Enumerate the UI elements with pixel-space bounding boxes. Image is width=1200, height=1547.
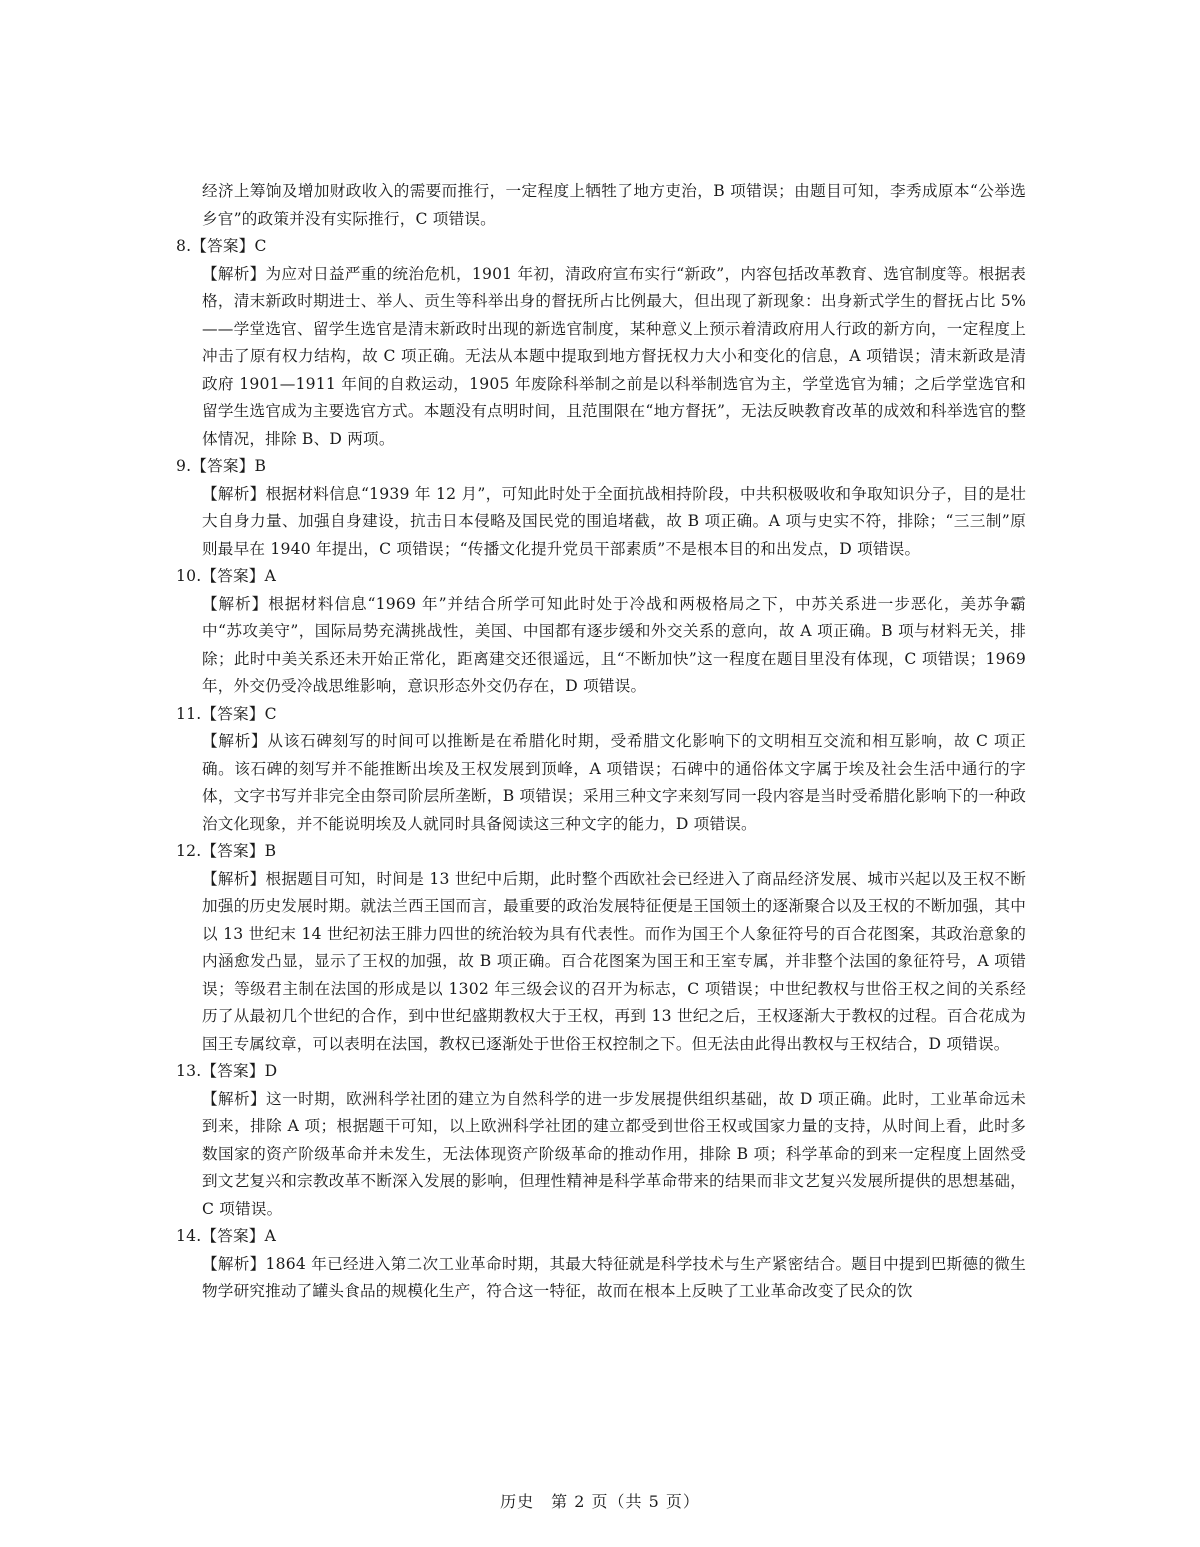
explanation-paragraph: 【解析】根据材料信息“1939 年 12 月”，可知此时处于全面抗战相持阶段，中共积极吸收和争取知识分子，目的是壮大自身力量、加强自身建设，抗击日本侵略及国民党的围追堵截，故 B 项正确。A 项与史实不符，排除；“三三制”原则最早在 1940 年提出，C 项错误；“传播文化提升党员干部素质”不是根本目的和出发点，D 项错误。 bbox=[202, 484, 1026, 558]
explanation-paragraph: 【解析】根据材料信息“1969 年”并结合所学可知此时处于冷战和两极格局之下，中苏关系进一步恶化，美苏争霸中“苏攻美守”，国际局势充满挑战性，美国、中国都有逐步缓和外交关系的意向，故 A 项正确。B 项与材料无关，排除；此时中美关系还未开始正常化，距离建交还很遥远，且“不断加快”这一程度在题目里没有体现，C 项错误；1969 年，外交仍受冷战思维影响，意识形态外交仍存在，D 项错误。 bbox=[202, 594, 1026, 695]
answer-heading: 9.【答案】B bbox=[176, 457, 267, 475]
answer-heading: 14.【答案】A bbox=[176, 1227, 277, 1245]
explanation-paragraph: 【解析】1864 年已经进入第二次工业革命时期，其最大特征就是科学技术与生产紧密结合。题目中提到巴斯德的微生物学研究推动了罐头食品的规模化生产，符合这一特征，故而在根本上反映了工业革命改变了民众的饮 bbox=[202, 1254, 1026, 1300]
answer-heading: 13.【答案】D bbox=[176, 1062, 278, 1080]
answer-heading: 10.【答案】A bbox=[176, 567, 277, 585]
explanation-paragraph: 【解析】从该石碑刻写的时间可以推断是在希腊化时期，受希腊文化影响下的文明相互交流和相互影响，故 C 项正确。该石碑的刻写并不能推断出埃及王权发展到顶峰，A 项错误；石碑中的通俗体文字属于埃及社会生活中通行的字体，文字书写并非完全由祭司阶层所垄断，B 项错误；采用三种文字来刻写同一段内容是当时受希腊化影响下的一种政治文化现象，并不能说明埃及人就同时具备阅读这三种文字的能力，D 项错误。 bbox=[202, 732, 1026, 833]
explanation-paragraph: 【解析】这一时期，欧洲科学社团的建立为自然科学的进一步发展提供组织基础，故 D 项正确。此时，工业革命远未到来，排除 A 项；根据题干可知，以上欧洲科学社团的建立都受到世俗王权或国家力量的支持，从时间上看，此时多数国家的资产阶级革命并未发生，无法体现资产阶级革命的推动作用，排除 B 项；科学革命的到来一定程度上固然受到文艺复兴和宗教改革不断深入发展的影响，但理性精神是科学革命带来的结果而非文艺复兴发展所提供的思想基础，C 项错误。 bbox=[202, 1089, 1026, 1218]
document-body bbox=[176, 178, 1026, 1306]
page-footer: 历史 第 2 页（共 5 页） bbox=[500, 1492, 700, 1511]
answer-heading: 11.【答案】C bbox=[176, 704, 277, 723]
explanation-paragraph: 【解析】为应对日益严重的统治危机，1901 年初，清政府宣布实行“新政”，内容包括改革教育、选官制度等。根据表格，清末新政时期进士、举人、贡生等科举出身的督抚所占比例最大，但出现了新现象：出身新式学生的督抚占比 5%——学堂选官、留学生选官是清末新政时出现的新选官制度，某种意义上预示着清政府用人行政的新方向，一定程度上冲击了原有权力结构，故 C 项正确。无法从本题中提取到地方督抚权力大小和变化的信息，A 项错误；清末新政是清政府 1901—1911 年间的自救运动，1905 年废除科举制之前是以科举制选官为主，学堂选官为辅；之后学堂选官和留学生选官成为主要选官方式。本题没有点明时间，且范围限在“地方督抚”，无法反映教育改革的成效和科举选官的整体情况，排除 B、D 两项。 bbox=[202, 264, 1026, 448]
explanation-paragraph: 【解析】根据题目可知，时间是 13 世纪中后期，此时整个西欧社会已经进入了商品经济发展、城市兴起以及王权不断加强的历史发展时期。就法兰西王国而言，最重要的政治发展特征便是王国领土的逐渐聚合以及王权的不断加强，其中以 13 世纪末 14 世纪初法王腓力四世的统治较为具有代表性。而作为国王个人象征符号的百合花图案，其政治意象的内涵愈发凸显，显示了王权的加强，故 B 项正确。百合花图案为国王和王室专属，并非整个法国的象征符号，A 项错误；等级君主制在法国的形成是以 1302 年三级会议的召开为标志，C 项错误；中世纪教权与世俗王权之间的关系经历了从最初几个世纪的合作，到中世纪盛期教权大于王权，再到 13 世纪之后，王权逐渐大于教权的过程。百合花成为国王专属纹章，可以表明在法国，教权已逐渐处于世俗王权控制之下。但无法由此得出教权与王权结合，D 项错误。 bbox=[202, 869, 1026, 1053]
answer-heading: 8.【答案】C bbox=[176, 237, 267, 255]
explanation-paragraph: 经济上筹饷及增加财政收入的需要而推行，一定程度上牺牲了地方吏治，B 项错误；由题目可知，李秀成原本“公举选乡官”的政策并没有实际推行，C 项错误。 bbox=[202, 182, 1026, 228]
answer-heading: 12.【答案】B bbox=[176, 842, 277, 860]
